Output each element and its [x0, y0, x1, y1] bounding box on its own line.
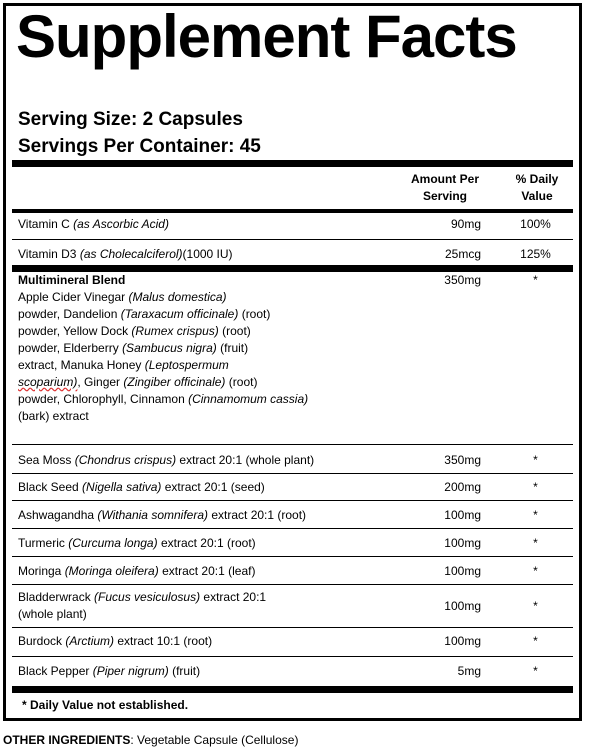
other-ingredients-text: : Vegetable Capsule (Cellulose): [130, 733, 299, 747]
supplement-facts-panel: Supplement Facts Serving Size: 2 Capsules Servings Per Container: 45 Amount Per Serving % Daily Value Vitamin C (as Ascorbic Acid) 90mg 100% Vitamin D3 (as Cholecalciferol)(1000 IU) 25mcg 125% Multimineral Blend Apple Cider Vinegar (Malus domestica) powder, Dandelion (Taraxacum officinale) (root) powder, Yellow Dock (Rumex crispus) (root) powder, Elderberry (Sambucus nigra) (fruit) extract, Manuka Honey (Leptospermum scoparium), Ginger (Zingiber officinale) (root) powder, Chlorophyll, Cinnamon (Cinnamomum cassia) (bark) extract 350mg * Sea Moss (Chondrus crispus) extract 20:1 (whole plant) 350mg * Black Seed (Nigella sativa) extract 20:1 (seed) 200mg * Ashwagandha (Withania somnifera) extract 20:1 (root) 100mg * Turmeric (Curcuma longa) extract 20:1 (root) 100mg * Moringa (Moringa oleifera) extract 20:1 (leaf) 100mg * Bladderwrack (Fucus vesiculosus) extract 20:1 (whole plant) 100mg * Burdock (Arctium) extract 10:1 (root) 100mg * Black Pepper (Piper nigrum) (fruit) 5mg * * Daily Value not established.: [3, 3, 582, 721]
daily-value: *: [533, 564, 538, 578]
amount-per-serving-header: [395, 171, 495, 205]
divider-header: [12, 209, 573, 213]
ingredient-line2: (whole plant): [18, 607, 87, 621]
amount: 100mg: [444, 536, 481, 550]
amount: 350mg: [444, 273, 481, 287]
dv-header-line1: % Daily: [515, 172, 559, 186]
blend-line: powder, Yellow Dock (Rumex crispus) (root): [18, 324, 251, 338]
ingredient-name: Vitamin C: [18, 217, 70, 231]
row-divider: [12, 500, 573, 501]
blend-line: powder, Dandelion (Taraxacum officinale) (root): [18, 307, 271, 321]
other-ingredients: [3, 733, 298, 747]
daily-value: *: [533, 453, 538, 467]
blend-line: Apple Cider Vinegar (Malus domestica): [18, 290, 227, 304]
row-divider: [12, 656, 573, 657]
blend-line: powder, Chlorophyll, Cinnamon (Cinnamomum cassia): [18, 392, 309, 406]
ingredient-extra: (1000 IU): [182, 247, 233, 261]
row-divider: [12, 528, 573, 529]
blend-line: scoparium), Ginger (Zingiber officinale) (root): [18, 375, 258, 389]
daily-value: *: [533, 664, 538, 678]
daily-value: *: [533, 508, 538, 522]
amount: 350mg: [444, 453, 481, 467]
other-ingredients-label: OTHER INGREDIENTS: [3, 733, 131, 747]
divider-thick: [12, 160, 573, 167]
daily-value: *: [533, 634, 538, 648]
row-divider: [12, 556, 573, 557]
row-divider: [12, 584, 573, 585]
divider-thick: [12, 686, 573, 693]
amount: 100mg: [444, 508, 481, 522]
amount: 200mg: [444, 480, 481, 494]
amount: 100mg: [444, 564, 481, 578]
row-divider: [12, 444, 573, 445]
daily-value: 125%: [520, 247, 551, 261]
daily-value: 100%: [520, 217, 551, 231]
divider-thick: [12, 265, 573, 272]
row-divider: [12, 473, 573, 474]
amount-header-line1: Amount Per: [410, 172, 479, 186]
amount: 100mg: [444, 599, 481, 613]
amount: 5mg: [457, 664, 481, 678]
amount: 90mg: [450, 217, 481, 231]
blend-line: extract, Manuka Honey (Leptospermum: [18, 358, 229, 372]
ingredient-source: (as Ascorbic Acid): [73, 217, 169, 231]
ingredient-name: Vitamin D3: [18, 247, 77, 261]
footnote: * Daily Value not established.: [22, 698, 189, 712]
ingredient-source: (as Cholecalciferol): [79, 247, 183, 261]
daily-value: *: [533, 599, 538, 613]
serving-size: Serving Size: 2 Capsules: [18, 109, 243, 130]
amount-header-line2: Serving: [422, 189, 467, 203]
daily-value-header: [502, 171, 572, 205]
panel-title: Supplement Facts: [16, 3, 517, 70]
amount: 100mg: [444, 634, 481, 648]
servings-per-container: Servings Per Container: 45: [18, 136, 261, 157]
blend-name: Multimineral Blend: [18, 273, 126, 287]
amount: 25mcg: [444, 247, 481, 261]
daily-value: *: [533, 536, 538, 550]
blend-line: powder, Elderberry (Sambucus nigra) (fruit): [18, 341, 249, 355]
daily-value: *: [533, 273, 538, 287]
daily-value: *: [533, 480, 538, 494]
blend-line: (bark) extract: [18, 409, 89, 423]
dv-header-line2: Value: [521, 189, 553, 203]
row-divider: [12, 627, 573, 628]
row-divider: [12, 239, 573, 240]
